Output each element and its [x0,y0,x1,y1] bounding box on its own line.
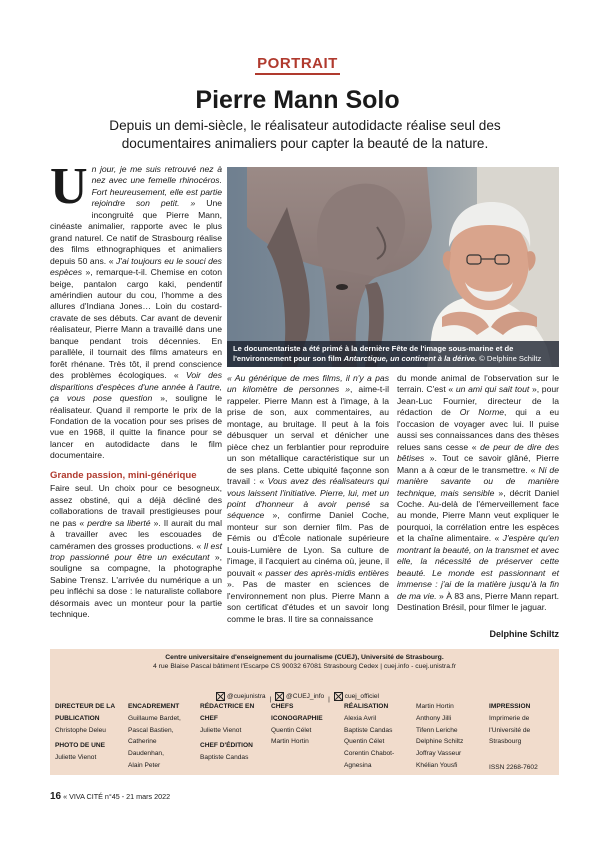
credit-column [489,701,555,774]
drop-cap: U [50,158,88,215]
page-number: 16 [50,791,62,802]
x-icon [334,692,343,701]
author-signature: Delphine Schiltz [489,629,559,639]
text: », remarque-t-il. Chemise en coton beige, pantalon cargo kaki, pendentif amérindien autour du cou, l'homme a des allures d'Indiana Jones… Loin du costard-cravate de ses débuts. Car avant de devenir réalisateur, Pierre Mann a travaillé dans une banque pendant trois décennies. En parallèle, il tournait des films amateurs en forêt rhénane. Très tôt, il prend conscience des problèmes écologiques. « [50,267,222,381]
issue-info: « VIVA CITÉ n°45 - 21 mars 2022 [61,792,171,801]
credit-name: Quentin Célet [271,726,312,734]
paragraph [50,483,222,620]
social-handle: @CUEJ_info [286,693,325,700]
separator: | [269,696,272,703]
text: ». Pas de master en sciences de l'environnement non plus. Pierre Mann a son certificat d'études et un savoir long comme le bras. Il tire sa connaissance [227,579,389,624]
quote: J'espère qu'en montrant la beauté, on la transmet et avec elle, la nécessité de préserver cette beauté. Le monde est passionnant et immense : j'ai de la matière jusqu'à la fin de ma vie. [397,533,559,601]
text: Faire seul. Un choix pour ce besogneux, assez obstiné, qui a déjà décliné des collaborations de travail prestigieuses pour ne pas « [50,483,222,528]
credit-column [344,701,419,772]
text: », pour Jean-Luc Fournier, directeur de la rédaction de [397,384,559,418]
credit-heading: DIRECTEUR DE LA PUBLICATION [55,703,115,722]
text: », souligne le réalisateur. Quand il remporte le prix de la Fondation de la vocation pour ses prises de vue en 1968, il quitte la finance pour se lancer en autodidacte dans le film documentaire. [50,393,222,461]
separator: | [328,696,330,703]
credit-heading: PHOTO DE UNE [55,742,106,750]
credit-name: Joffray Vasseur [416,750,462,758]
credit-column [200,701,265,764]
magazine-name: Or Norme [459,407,505,418]
article-column-2 [227,373,389,625]
rubric [0,55,595,75]
paragraph [227,373,389,625]
credit-name: Delphine Schiltz [416,738,464,746]
text: ». Tout ce savoir glâné, Pierre Mann a à cœur de le transmettre. « [397,453,559,475]
credit-name: Alexia Avril [344,714,377,722]
credit-heading: IMPRESSION [489,703,531,710]
text: », décrit Daniel Coche. Au-delà de l'émerveillement face au monde, Pierre Mann veut expliquer le pourquoi, la corrélation entre les espèces et la chaîne alimentaire. « [397,487,560,544]
credit-name: Agnesina [344,761,372,769]
credit-name: Christophe Deleu [55,726,106,734]
text: », souligne sa compagne, la photographe Sabine Trensz. L'arrivée du numérique a un peu infléchi sa dose : le naturaliste collabore désormais avec un monteur pour la partie technique. [50,551,222,620]
caption-film-title: Antarctique, un continent à la dérive. [343,354,478,363]
photo-elephant-portrait [227,167,559,367]
intro-quote: n jour, je me suis retrouvé nez à nez avec une femelle rhinocéros. Fort heureusement, elle est partie rejoindre son petit. » [91,164,222,209]
credit-name: Baptiste Candas [200,754,249,762]
x-icon [275,692,284,701]
credit-column [128,701,198,772]
credit-name: Guillaume Bardet, [128,714,181,722]
credit-heading: RÉALISATION [344,703,389,710]
credit-name: Anthony Jilli [416,714,452,722]
credit-heading: RÉDACTRICE EN CHEF [200,703,255,722]
photo-caption [227,341,559,367]
quote: passer des après-midis entières [265,567,389,578]
organization-address: 4 rue Blaise Pascal bâtiment l'Escarpe CS 90032 67081 Strasbourg Cedex | cuej.info - cuej.unistra.fr [152,663,457,670]
social-link-2[interactable] [275,692,324,701]
quote: Ni de manière savante ou de manière technique, mais sensible [397,464,559,498]
text: ». Il aurait du mal à travailler avec les escouades de caméramen des grosses productions. « [50,517,222,551]
credit-name: Martin Hortin [416,703,454,710]
quote: un ami qui sait tout [455,384,530,395]
social-link-3[interactable] [334,692,379,701]
credit-heading: ENCADREMENT [128,703,180,710]
page-footer [50,791,170,802]
credit-column [271,701,333,748]
text: », confirme Daniel Coche, monteur sur son dernier film. Pas de Fémis ou d'École nationale supérieure Louis-Lumière de Lyon. Sa culture de l'image, il l'acquiert au cinéma où, jeune, il pouvait « [227,510,389,578]
social-handle: @cuejunistra [227,693,266,700]
credit-column [416,701,486,772]
credit-name: Daudenhan, [128,750,164,758]
organization-name: Centre universitaire d'enseignement du journalisme (CUEJ), Université de Strasbourg. [165,654,444,661]
credit-heading: CHEF D'ÉDITION [200,742,253,750]
quote: J'ai toujours eu le souci des espèces [50,255,222,278]
paragraph [397,373,559,614]
photo-credit: © Delphine Schiltz [477,354,542,363]
quote: Voir des disparitions d'espèces d'une année à l'autre, ça vous pose question [50,370,222,404]
article-column-3 [397,373,559,614]
paragraph-intro [50,158,223,462]
social-handle: cuej_officiel [344,693,379,700]
caption-text: Le documentariste a été primé à la dernière Fête de l'image sous-marine et de l'environnement pour son film [233,344,514,363]
text: Une incongruité que Pierre Mann, cinéaste animalier, rapporte avec le plus grand naturel. Ce natif de Strasbourg réalise des films ethnographiques et animaliers depuis 50 ans. « [50,198,223,266]
credit-heading: CHEFS ICONOGRAPHIE [271,703,323,722]
article-photo [227,167,559,367]
credit-column [55,701,123,764]
text: , qui a eu l'occasion de voyager avec lui. Il puise aussi ses connaissances dans des thèses relues sans cesse « [397,407,559,452]
credit-name: Imprimerie de [489,714,530,722]
credit-name: l'Université de [489,726,531,734]
rubric-label: PORTRAIT [255,55,340,75]
quote: Il est trop passionné pour être un exécutant [50,540,222,562]
text: , aime-t-il rappeler. Pierre Mann est à l'image, à la prise de son, aux commentaires, au montage, au bruitage. Il peut à la fois débusquer un serval et dénicher une pièce chez un ferblantier pour reproduire un son métallique caractéristique sur un de ses plans. Cette ubiquité façonne son travail : « [227,384,389,487]
text: » À 83 ans, Pierre Mann repart. Destination Brésil, pour filmer le jaguar. [397,590,559,613]
social-link-1[interactable] [216,692,266,701]
article-title: Pierre Mann Solo [195,86,400,114]
text: du monde animal de l'observation sur le terrain. C'est « [397,373,559,395]
quote: perdre sa liberté [87,517,151,528]
credit-name: Juliette Vienot [55,754,97,762]
credit-name: Tifenn Leriche [416,726,458,734]
credit-name: Catherine [128,738,157,746]
credit-name: Juliette Vienot [200,726,242,734]
section-subhead: Grande passion, mini-générique [50,469,197,481]
credit-name: Strasbourg [489,738,522,746]
x-icon [216,692,225,701]
credit-name: Pascal Bastien, [128,726,174,734]
article-subtitle: Depuis un demi-siècle, le réalisateur autodidacte réalise seul des documentaires animaliers pour capter la beauté de la nature. [109,118,501,151]
quote: Vous avez des réalisateurs qui vous laissent l'initiative. Pierre, lui, met un point d'honneur à avoir pensé sa séquence [227,476,389,521]
issn: ISSN 2268-7602 [489,764,538,772]
quote: « Au générique de mes films, il n'y a pas un kilomètre de personnes » [227,373,389,395]
credits-header [50,653,559,671]
quote: de peur de dire des bêtises [397,441,559,464]
credit-name: Khélian Yousfi [416,761,458,769]
credit-name: Baptiste Candas [344,726,393,734]
credit-name: Martin Hortin [271,738,309,746]
credit-name: Quentin Célet [344,738,385,746]
credit-name: Alain Peter [128,761,161,769]
article-column-1 [50,158,223,621]
credit-name: Corentin Chabot- [344,750,395,758]
